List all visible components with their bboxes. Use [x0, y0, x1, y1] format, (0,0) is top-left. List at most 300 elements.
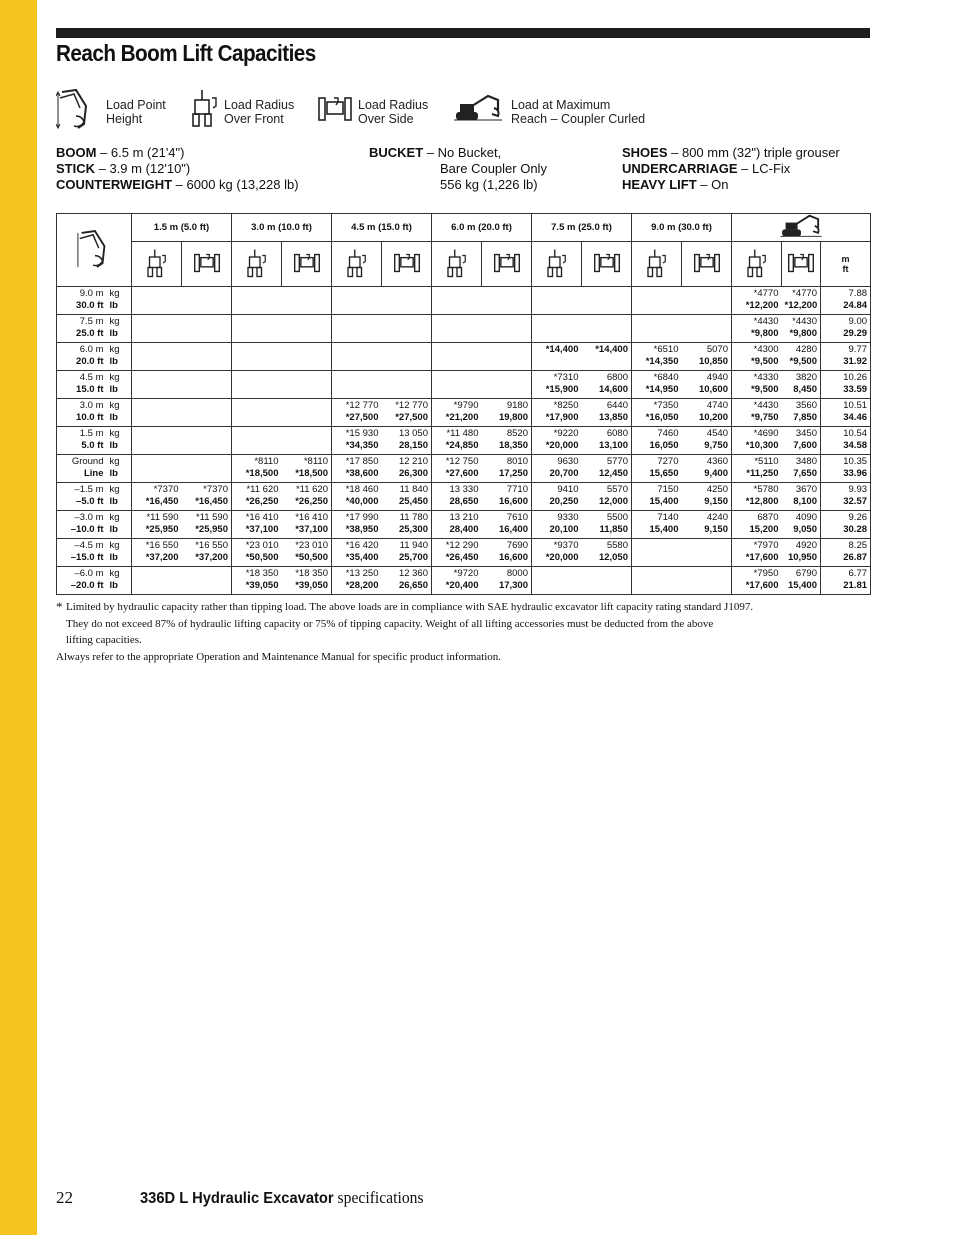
- load-radius-side-icon: [318, 96, 352, 127]
- reach-ft: 33.96: [843, 468, 868, 479]
- capacity-lb: *12,800: [745, 496, 779, 507]
- capacity-lb: *25,950: [195, 524, 228, 535]
- capacity-cell: [132, 343, 182, 371]
- capacity-kg: *17 990: [345, 512, 379, 523]
- reach-m: 9.26: [848, 512, 868, 523]
- legend: [56, 86, 870, 130]
- shoes-value: – 800 mm (32") triple grouser: [667, 145, 840, 160]
- capacity-cell: [232, 511, 282, 539]
- capacity-lb: *37,200: [145, 552, 179, 563]
- capacity-kg: 8000: [506, 568, 528, 579]
- unit-lb: lb: [109, 300, 118, 311]
- capacity-kg: *7310: [553, 372, 579, 383]
- capacity-cell: [332, 483, 382, 511]
- legend-label-line2: Over Side: [358, 112, 414, 126]
- capacity-lb: 26,300: [398, 468, 428, 479]
- capacity-cell: [632, 539, 682, 567]
- stick-label: STICK: [56, 161, 95, 176]
- reach-ft: 21.81: [843, 580, 868, 591]
- capacity-lb: *25,950: [145, 524, 179, 535]
- load-radius-front-icon: [332, 242, 382, 287]
- capacity-cell: [332, 371, 382, 399]
- undercarriage-value: – LC-Fix: [737, 161, 791, 176]
- height-metric: Ground: [71, 456, 104, 467]
- capacity-lb: 28,150: [398, 440, 428, 451]
- capacity-lb: *26,250: [245, 496, 279, 507]
- height-cell: [57, 399, 107, 427]
- capacity-cell: [682, 511, 732, 539]
- height-cell: [57, 287, 107, 315]
- capacity-kg: 5770: [606, 456, 628, 467]
- spec-col-shoes: [622, 145, 840, 193]
- capacity-lb: *9,800: [789, 328, 817, 339]
- legend-label-line2: Height: [106, 112, 143, 126]
- capacity-kg: *4690: [753, 428, 779, 439]
- capacity-cell: [132, 399, 182, 427]
- capacity-lb: *14,950: [645, 384, 679, 395]
- capacity-kg: *12 770: [395, 400, 428, 411]
- capacity-kg: *11 590: [195, 512, 228, 523]
- capacity-lb: 19,800: [498, 412, 528, 423]
- capacity-cell: [332, 539, 382, 567]
- capacity-kg: *11 620: [295, 484, 328, 495]
- capacity-cell: [682, 343, 732, 371]
- legend-label-line1: Load Point: [106, 98, 166, 112]
- radius-header: 3.0 m (10.0 ft): [232, 214, 332, 242]
- height-cell: [57, 511, 107, 539]
- table-row: [57, 371, 871, 399]
- capacity-cell: [782, 539, 821, 567]
- unit-cell: [107, 539, 132, 567]
- capacity-kg: 3480: [795, 456, 817, 467]
- height-cell: [57, 483, 107, 511]
- reach-cell: [821, 343, 871, 371]
- capacity-cell: [132, 539, 182, 567]
- legend-item-load-radius-front: [192, 86, 322, 130]
- capacity-kg: 3450: [795, 428, 817, 439]
- footnote-line: lifting capacities.: [66, 634, 142, 646]
- height-metric: –3.0 m: [74, 512, 104, 523]
- capacity-lb: 10,850: [698, 356, 728, 367]
- top-rule: [56, 28, 870, 38]
- bucket-line3: 556 kg (1,226 lb): [440, 177, 538, 192]
- load-radius-front-icon: [532, 242, 582, 287]
- capacity-cell: [732, 371, 782, 399]
- capacity-cell: [682, 483, 732, 511]
- capacity-cell: [182, 567, 232, 595]
- height-metric: 1.5 m: [79, 428, 104, 439]
- max-reach-header: [732, 214, 871, 242]
- unit-lb: lb: [109, 468, 118, 479]
- capacity-kg: *23 010: [245, 540, 279, 551]
- capacity-cell: [782, 371, 821, 399]
- capacity-lb: *17,600: [745, 580, 779, 591]
- unit-kg: kg: [109, 428, 120, 439]
- capacity-cell: [532, 511, 582, 539]
- reach-ft: 29.29: [843, 328, 868, 339]
- legend-label-line1: Load Radius: [358, 98, 429, 112]
- capacity-cell: [482, 399, 532, 427]
- capacity-cell: [332, 287, 382, 315]
- load-radius-front-icon: [732, 242, 782, 287]
- capacity-cell: [132, 511, 182, 539]
- capacity-lb: 13,100: [598, 440, 628, 451]
- capacity-lb: 20,700: [549, 468, 579, 479]
- capacity-cell: [382, 567, 432, 595]
- capacity-kg: *11 590: [146, 512, 179, 523]
- capacity-cell: [382, 511, 432, 539]
- height-metric: –6.0 m: [74, 568, 104, 579]
- unit-lb: lb: [109, 356, 118, 367]
- capacity-cell: [432, 567, 482, 595]
- table-row: [57, 483, 871, 511]
- capacity-cell: [632, 511, 682, 539]
- table-row: [57, 511, 871, 539]
- footer-model: [140, 1188, 424, 1208]
- unit-kg: kg: [109, 484, 120, 495]
- capacity-cell: [732, 287, 782, 315]
- capacity-lb: *20,000: [545, 440, 579, 451]
- footer-spec-word: specifications: [333, 1188, 424, 1207]
- table-row: [57, 287, 871, 315]
- capacity-lb: *20,000: [545, 552, 579, 563]
- legend-label-line1: Load Radius: [224, 98, 295, 112]
- capacity-lb: *27,500: [345, 412, 379, 423]
- capacity-lb: 18,350: [498, 440, 528, 451]
- unit-lb: lb: [109, 440, 118, 451]
- height-metric: –1.5 m: [74, 484, 104, 495]
- capacity-cell: [332, 315, 382, 343]
- load-radius-front-icon: [192, 88, 218, 133]
- capacity-kg: *17 850: [345, 456, 379, 467]
- capacity-kg: 9410: [557, 484, 579, 495]
- capacity-kg: *16 550: [195, 540, 228, 551]
- capacity-cell: [382, 287, 432, 315]
- capacity-cell: [782, 427, 821, 455]
- capacity-lb: 25,300: [398, 524, 428, 535]
- max-reach-icon: [454, 94, 502, 127]
- capacity-cell: [432, 539, 482, 567]
- capacity-kg: *4300: [753, 344, 779, 355]
- capacity-lb: *37,100: [245, 524, 279, 535]
- capacity-cell: [732, 539, 782, 567]
- capacity-cell: [332, 455, 382, 483]
- capacity-cell: [732, 511, 782, 539]
- capacity-lb: 9,150: [704, 496, 728, 507]
- capacity-lb: *21,200: [445, 412, 479, 423]
- load-radius-side-icon: [682, 242, 732, 287]
- capacity-cell: [682, 539, 732, 567]
- capacity-cell: [232, 455, 282, 483]
- capacity-lb: *11,250: [746, 468, 779, 479]
- capacity-kg: 6440: [606, 400, 628, 411]
- capacity-kg: *16 420: [345, 540, 379, 551]
- capacity-cell: [582, 567, 632, 595]
- capacity-lb: *27,600: [445, 468, 479, 479]
- capacity-lb: *50,500: [245, 552, 279, 563]
- unit-lb: lb: [109, 384, 118, 395]
- capacity-lb: *9,800: [751, 328, 779, 339]
- capacity-cell: [682, 371, 732, 399]
- lift-table-body: [57, 287, 871, 595]
- capacity-lb: 20,100: [549, 524, 579, 535]
- height-imperial: 5.0 ft: [81, 440, 104, 451]
- capacity-cell: [632, 315, 682, 343]
- capacity-cell: [232, 343, 282, 371]
- heavy-lift-value: – On: [696, 177, 729, 192]
- capacity-kg: *23 010: [295, 540, 328, 551]
- capacity-cell: [532, 315, 582, 343]
- unit-lb: lb: [109, 580, 118, 591]
- capacity-lb: *16,450: [145, 496, 179, 507]
- capacity-kg: *7950: [753, 568, 779, 579]
- capacity-lb: *18,500: [245, 468, 279, 479]
- capacity-cell: [532, 539, 582, 567]
- capacity-cell: [632, 455, 682, 483]
- capacity-cell: [132, 287, 182, 315]
- capacity-cell: [182, 427, 232, 455]
- load-radius-side-icon: [182, 242, 232, 287]
- capacity-cell: [182, 287, 232, 315]
- capacity-cell: [582, 315, 632, 343]
- capacity-lb: 20,250: [549, 496, 579, 507]
- capacity-kg: 4090: [795, 512, 817, 523]
- height-imperial: –20.0 ft: [70, 580, 104, 591]
- capacity-cell: [682, 455, 732, 483]
- height-cell: [57, 567, 107, 595]
- unit-cell: [107, 315, 132, 343]
- reach-cell: [821, 511, 871, 539]
- capacity-cell: [282, 427, 332, 455]
- capacity-lb: 13,850: [598, 412, 628, 423]
- capacity-lb: 10,600: [698, 384, 728, 395]
- unit-kg: kg: [109, 288, 120, 299]
- capacity-lb: *17,600: [745, 552, 779, 563]
- capacity-kg: 9630: [557, 456, 579, 467]
- capacity-cell: [332, 399, 382, 427]
- capacity-cell: [382, 483, 432, 511]
- footnote-manual: Always refer to the appropriate Operation and Maintenance Manual for specific product information.: [56, 650, 502, 663]
- capacity-kg: *6840: [653, 372, 679, 383]
- capacity-lb: 7,850: [793, 412, 817, 423]
- capacity-cell: [282, 315, 332, 343]
- capacity-cell: [482, 539, 532, 567]
- yellow-side-bar: [0, 0, 37, 1235]
- capacity-lb: 26,650: [398, 580, 428, 591]
- capacity-cell: [232, 539, 282, 567]
- height-imperial: 10.0 ft: [76, 412, 104, 423]
- reach-cell: [821, 371, 871, 399]
- capacity-cell: [732, 455, 782, 483]
- capacity-kg: *18 350: [245, 568, 279, 579]
- capacity-cell: [732, 343, 782, 371]
- capacity-cell: [232, 287, 282, 315]
- unit-kg: kg: [109, 456, 120, 467]
- capacity-cell: [732, 483, 782, 511]
- capacity-kg: *12 750: [445, 456, 479, 467]
- capacity-lb: *9,500: [789, 356, 817, 367]
- unit-cell: [107, 511, 132, 539]
- reach-cell: [821, 287, 871, 315]
- capacity-lb: *35,400: [345, 552, 379, 563]
- capacity-cell: [682, 287, 732, 315]
- capacity-kg: *16 410: [245, 512, 279, 523]
- reach-cell: [821, 315, 871, 343]
- capacity-cell: [582, 511, 632, 539]
- reach-cell: [821, 399, 871, 427]
- capacity-cell: [582, 483, 632, 511]
- capacity-kg: *9720: [453, 568, 479, 579]
- capacity-kg: *11 620: [246, 484, 279, 495]
- capacity-lb: *20,400: [445, 580, 479, 591]
- capacity-kg: 5070: [706, 344, 728, 355]
- reach-ft: 32.57: [843, 496, 868, 507]
- capacity-kg: 4920: [795, 540, 817, 551]
- capacity-lb: 14,600: [598, 384, 628, 395]
- capacity-kg: *12 290: [445, 540, 479, 551]
- capacity-kg: *7350: [653, 400, 679, 411]
- unit-lb: lb: [109, 412, 118, 423]
- capacity-cell: [582, 399, 632, 427]
- capacity-lb: *14,350: [645, 356, 679, 367]
- unit-cell: [107, 343, 132, 371]
- undercarriage-label: UNDERCARRIAGE: [622, 161, 738, 176]
- reach-m: 8.25: [848, 540, 868, 551]
- capacity-kg: 13 050: [398, 428, 428, 439]
- capacity-cell: [482, 315, 532, 343]
- unit-cell: [107, 287, 132, 315]
- capacity-cell: [332, 511, 382, 539]
- reach-cell: [821, 455, 871, 483]
- load-radius-front-icon: [432, 242, 482, 287]
- capacity-kg: 4280: [795, 344, 817, 355]
- capacity-lb: *26,250: [295, 496, 328, 507]
- unit-kg: kg: [109, 316, 120, 327]
- capacity-kg: *4330: [753, 372, 779, 383]
- capacity-cell: [582, 427, 632, 455]
- capacity-kg: 12 360: [398, 568, 428, 579]
- table-row: [57, 567, 871, 595]
- load-radius-front-icon: [632, 242, 682, 287]
- capacity-cell: [432, 511, 482, 539]
- height-imperial: 25.0 ft: [76, 328, 104, 339]
- counterweight-label: COUNTERWEIGHT: [56, 177, 173, 192]
- capacity-lb: *37,200: [195, 552, 228, 563]
- capacity-cell: [482, 567, 532, 595]
- capacity-lb: 8,450: [793, 384, 817, 395]
- capacity-lb: *40,000: [345, 496, 379, 507]
- capacity-kg: 6800: [606, 372, 628, 383]
- capacity-lb: *12,200: [784, 300, 818, 311]
- capacity-kg: *16 410: [295, 512, 328, 523]
- capacity-cell: [532, 483, 582, 511]
- capacity-cell: [182, 343, 232, 371]
- capacity-kg: *9370: [553, 540, 579, 551]
- capacity-cell: [282, 511, 332, 539]
- capacity-cell: [632, 343, 682, 371]
- reach-cell: [821, 427, 871, 455]
- reach-m: 9.93: [848, 484, 868, 495]
- capacity-lb: *16,450: [195, 496, 228, 507]
- capacity-kg: *12 770: [345, 400, 379, 411]
- height-metric: 6.0 m: [79, 344, 104, 355]
- capacity-cell: [682, 427, 732, 455]
- capacity-kg: 3670: [795, 484, 817, 495]
- height-imperial: –5.0 ft: [76, 496, 104, 507]
- radius-header: 7.5 m (25.0 ft): [532, 214, 632, 242]
- capacity-kg: 12 210: [398, 456, 428, 467]
- capacity-cell: [682, 315, 732, 343]
- capacity-kg: *9790: [453, 400, 479, 411]
- unit-cell: [107, 483, 132, 511]
- capacity-cell: [182, 399, 232, 427]
- unit-kg: kg: [109, 344, 120, 355]
- capacity-cell: [282, 539, 332, 567]
- capacity-lb: *24,850: [445, 440, 479, 451]
- capacity-kg: *9220: [553, 428, 579, 439]
- footnote-line: They do not exceed 87% of hydraulic lifting capacity or 75% of tipping capacity. Weight of all lifting accessories must be deducted from the above: [66, 617, 714, 630]
- height-cell: [57, 539, 107, 567]
- capacity-kg: *8250: [553, 400, 579, 411]
- capacity-cell: [482, 483, 532, 511]
- capacity-kg: 5570: [606, 484, 628, 495]
- capacity-cell: [282, 371, 332, 399]
- bucket-line2: Bare Coupler Only: [440, 161, 547, 176]
- reach-m: 9.77: [848, 344, 868, 355]
- capacity-cell: [182, 315, 232, 343]
- reach-ft: 34.46: [843, 412, 868, 423]
- capacity-cell: [182, 511, 232, 539]
- capacity-cell: [382, 427, 432, 455]
- capacity-kg: *8110: [303, 456, 328, 467]
- capacity-cell: [582, 343, 632, 371]
- capacity-kg: *16 550: [145, 540, 179, 551]
- capacity-cell: [782, 343, 821, 371]
- capacity-kg: 8010: [506, 456, 528, 467]
- height-imperial: 20.0 ft: [76, 356, 104, 367]
- capacity-lb: *12,200: [745, 300, 779, 311]
- capacity-kg: *4430: [753, 316, 779, 327]
- load-radius-side-icon: [382, 242, 432, 287]
- table-row: [57, 455, 871, 483]
- height-cell: [57, 371, 107, 399]
- capacity-cell: [432, 455, 482, 483]
- capacity-lb: 12,450: [598, 468, 628, 479]
- load-radius-side-icon: [282, 242, 332, 287]
- capacity-kg: 11 940: [399, 540, 428, 551]
- capacity-cell: [132, 315, 182, 343]
- capacity-cell: [782, 315, 821, 343]
- bucket-value: – No Bucket,: [423, 145, 502, 160]
- table-row: [57, 427, 871, 455]
- capacity-cell: [782, 511, 821, 539]
- reach-cell: [821, 539, 871, 567]
- capacity-lb: *37,100: [295, 524, 328, 535]
- capacity-lb: 9,400: [704, 468, 728, 479]
- unit-cell: [107, 399, 132, 427]
- capacity-lb: 16,600: [498, 496, 528, 507]
- capacity-kg: 5580: [606, 540, 628, 551]
- capacity-kg: 9330: [557, 512, 579, 523]
- capacity-lb: *39,050: [245, 580, 279, 591]
- capacity-cell: [332, 343, 382, 371]
- capacity-kg: 9180: [506, 400, 528, 411]
- orientation-icon-row: [57, 242, 871, 287]
- capacity-cell: [432, 343, 482, 371]
- capacity-cell: [382, 539, 432, 567]
- capacity-lb: 12,050: [598, 552, 628, 563]
- boom-value: – 6.5 m (21'4"): [96, 145, 185, 160]
